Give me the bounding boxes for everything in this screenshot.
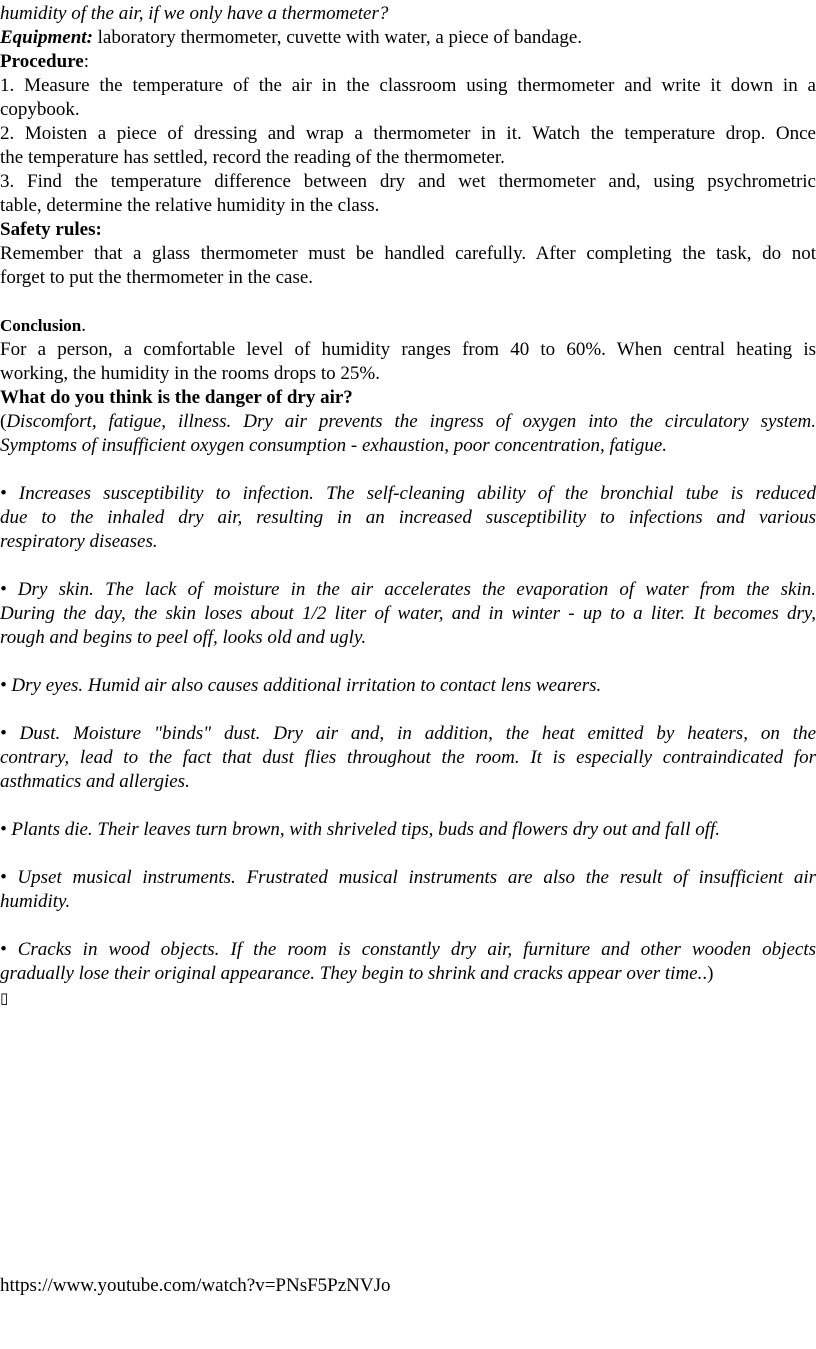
procedure-step-2-line-1: 2. Moisten a piece of dressing and wrap a thermometer in it. Watch the temperature drop. Once [0, 123, 816, 144]
procedure-label: Procedure [0, 51, 84, 72]
bullet-plants-line-1: • Plants die. Their leaves turn brown, with shriveled tips, buds and flowers dry out and fall off. [0, 819, 721, 840]
conclusion-dot: . [81, 315, 86, 336]
answer-close-paren: .) [702, 963, 714, 984]
procedure-step-1-line-1: 1. Measure the temperature of the air in the classroom using thermometer and write it down in a [0, 75, 816, 96]
equipment-label: Equipment: [0, 27, 93, 48]
spacer [0, 290, 816, 314]
bullet-cracks-line-2 [0, 962, 816, 986]
conclusion-line-2: working, the humidity in the rooms drops to 25%. [0, 363, 380, 384]
answer-open-paren: ( [0, 411, 7, 432]
conclusion-label: Conclusion [0, 316, 82, 335]
bullet-dry-skin-line-2: During the day, the skin loses about 1/2 liter of water, and in winter - up to a liter. It becomes dry, [0, 603, 816, 624]
bullet-dry-skin-line-1: • Dry skin. The lack of moisture in the air accelerates the evaporation of water from the skin. [0, 579, 816, 600]
spacer [0, 914, 816, 938]
spacer [0, 698, 816, 722]
procedure-step-3-line-2: table, determine the relative humidity in the class. [0, 195, 380, 216]
equipment-line [0, 26, 816, 50]
question-tail: humidity of the air, if we only have a thermometer? [0, 3, 389, 24]
answer-intro-line-1 [0, 410, 816, 434]
conclusion-heading [0, 314, 816, 338]
procedure-step-1-line-2: copybook. [0, 99, 80, 120]
equipment-text: laboratory thermometer, cuvette with water, a piece of bandage. [92, 27, 582, 48]
bullet-cracks-text-2: gradually lose their original appearance. They begin to shrink and cracks appear over time. [0, 963, 703, 984]
answer-intro-line-2: Symptoms of insufficient oxygen consumption - exhaustion, poor concentration, fatigue. [0, 435, 668, 456]
bullet-instruments-line-2: humidity. [0, 891, 71, 912]
bullet-dry-skin-line-3: rough and begins to peel off, looks old and ugly. [0, 627, 367, 648]
document-body [0, 2, 816, 1010]
bullet-dust-line-2: contrary, lead to the fact that dust flies throughout the room. It is especially contraindicated for [0, 747, 816, 768]
safety-heading: Safety rules: [0, 219, 102, 240]
bullet-dust-line-3: asthmatics and allergies. [0, 771, 190, 792]
bullet-infection-line-1: • Increases susceptibility to infection. The self-cleaning ability of the bronchial tube is reduced [0, 483, 816, 504]
bullet-infection-line-2: due to the inhaled dry air, resulting in an increased susceptibility to infections and various [0, 507, 816, 528]
spacer [0, 842, 816, 866]
source-url: https://www.youtube.com/watch?v=PNsF5PzNVJo [0, 1275, 391, 1296]
conclusion-line-1: For a person, a comfortable level of humidity ranges from 40 to 60%. When central heating is [0, 339, 816, 360]
spacer [0, 554, 816, 578]
bullet-infection-line-3: respiratory diseases. [0, 531, 158, 552]
bullet-cracks-line-1: • Cracks in wood objects. If the room is constantly dry air, furniture and other wooden objects [0, 939, 816, 960]
procedure-colon: : [83, 51, 89, 72]
spacer [0, 794, 816, 818]
safety-line-1: Remember that a glass thermometer must be handled carefully. After completing the task, do not [0, 243, 816, 264]
procedure-step-2-line-2: the temperature has settled, record the reading of the thermometer. [0, 147, 505, 168]
bullet-dust-line-1: • Dust. Moisture "binds" dust. Dry air and, in addition, the heat emitted by heaters, on the [0, 723, 816, 744]
answer-intro-text-1: Discomfort, fatigue, illness. Dry air prevents the ingress of oxygen into the circulatory system. [6, 411, 816, 432]
missing-glyph-icon: ▯ [0, 989, 9, 1007]
spacer [0, 650, 816, 674]
safety-line-2: forget to put the thermometer in the case. [0, 267, 314, 288]
procedure-heading [0, 50, 816, 74]
procedure-step-3-line-1: 3. Find the temperature difference between dry and wet thermometer and, using psychrometric [0, 171, 816, 192]
spacer [0, 458, 816, 482]
bullet-instruments-line-1: • Upset musical instruments. Frustrated musical instruments are also the result of insufficient air [0, 867, 816, 888]
danger-question: What do you think is the danger of dry air? [0, 387, 353, 408]
bullet-dry-eyes-line-1: • Dry eyes. Humid air also causes additional irritation to contact lens wearers. [0, 675, 602, 696]
